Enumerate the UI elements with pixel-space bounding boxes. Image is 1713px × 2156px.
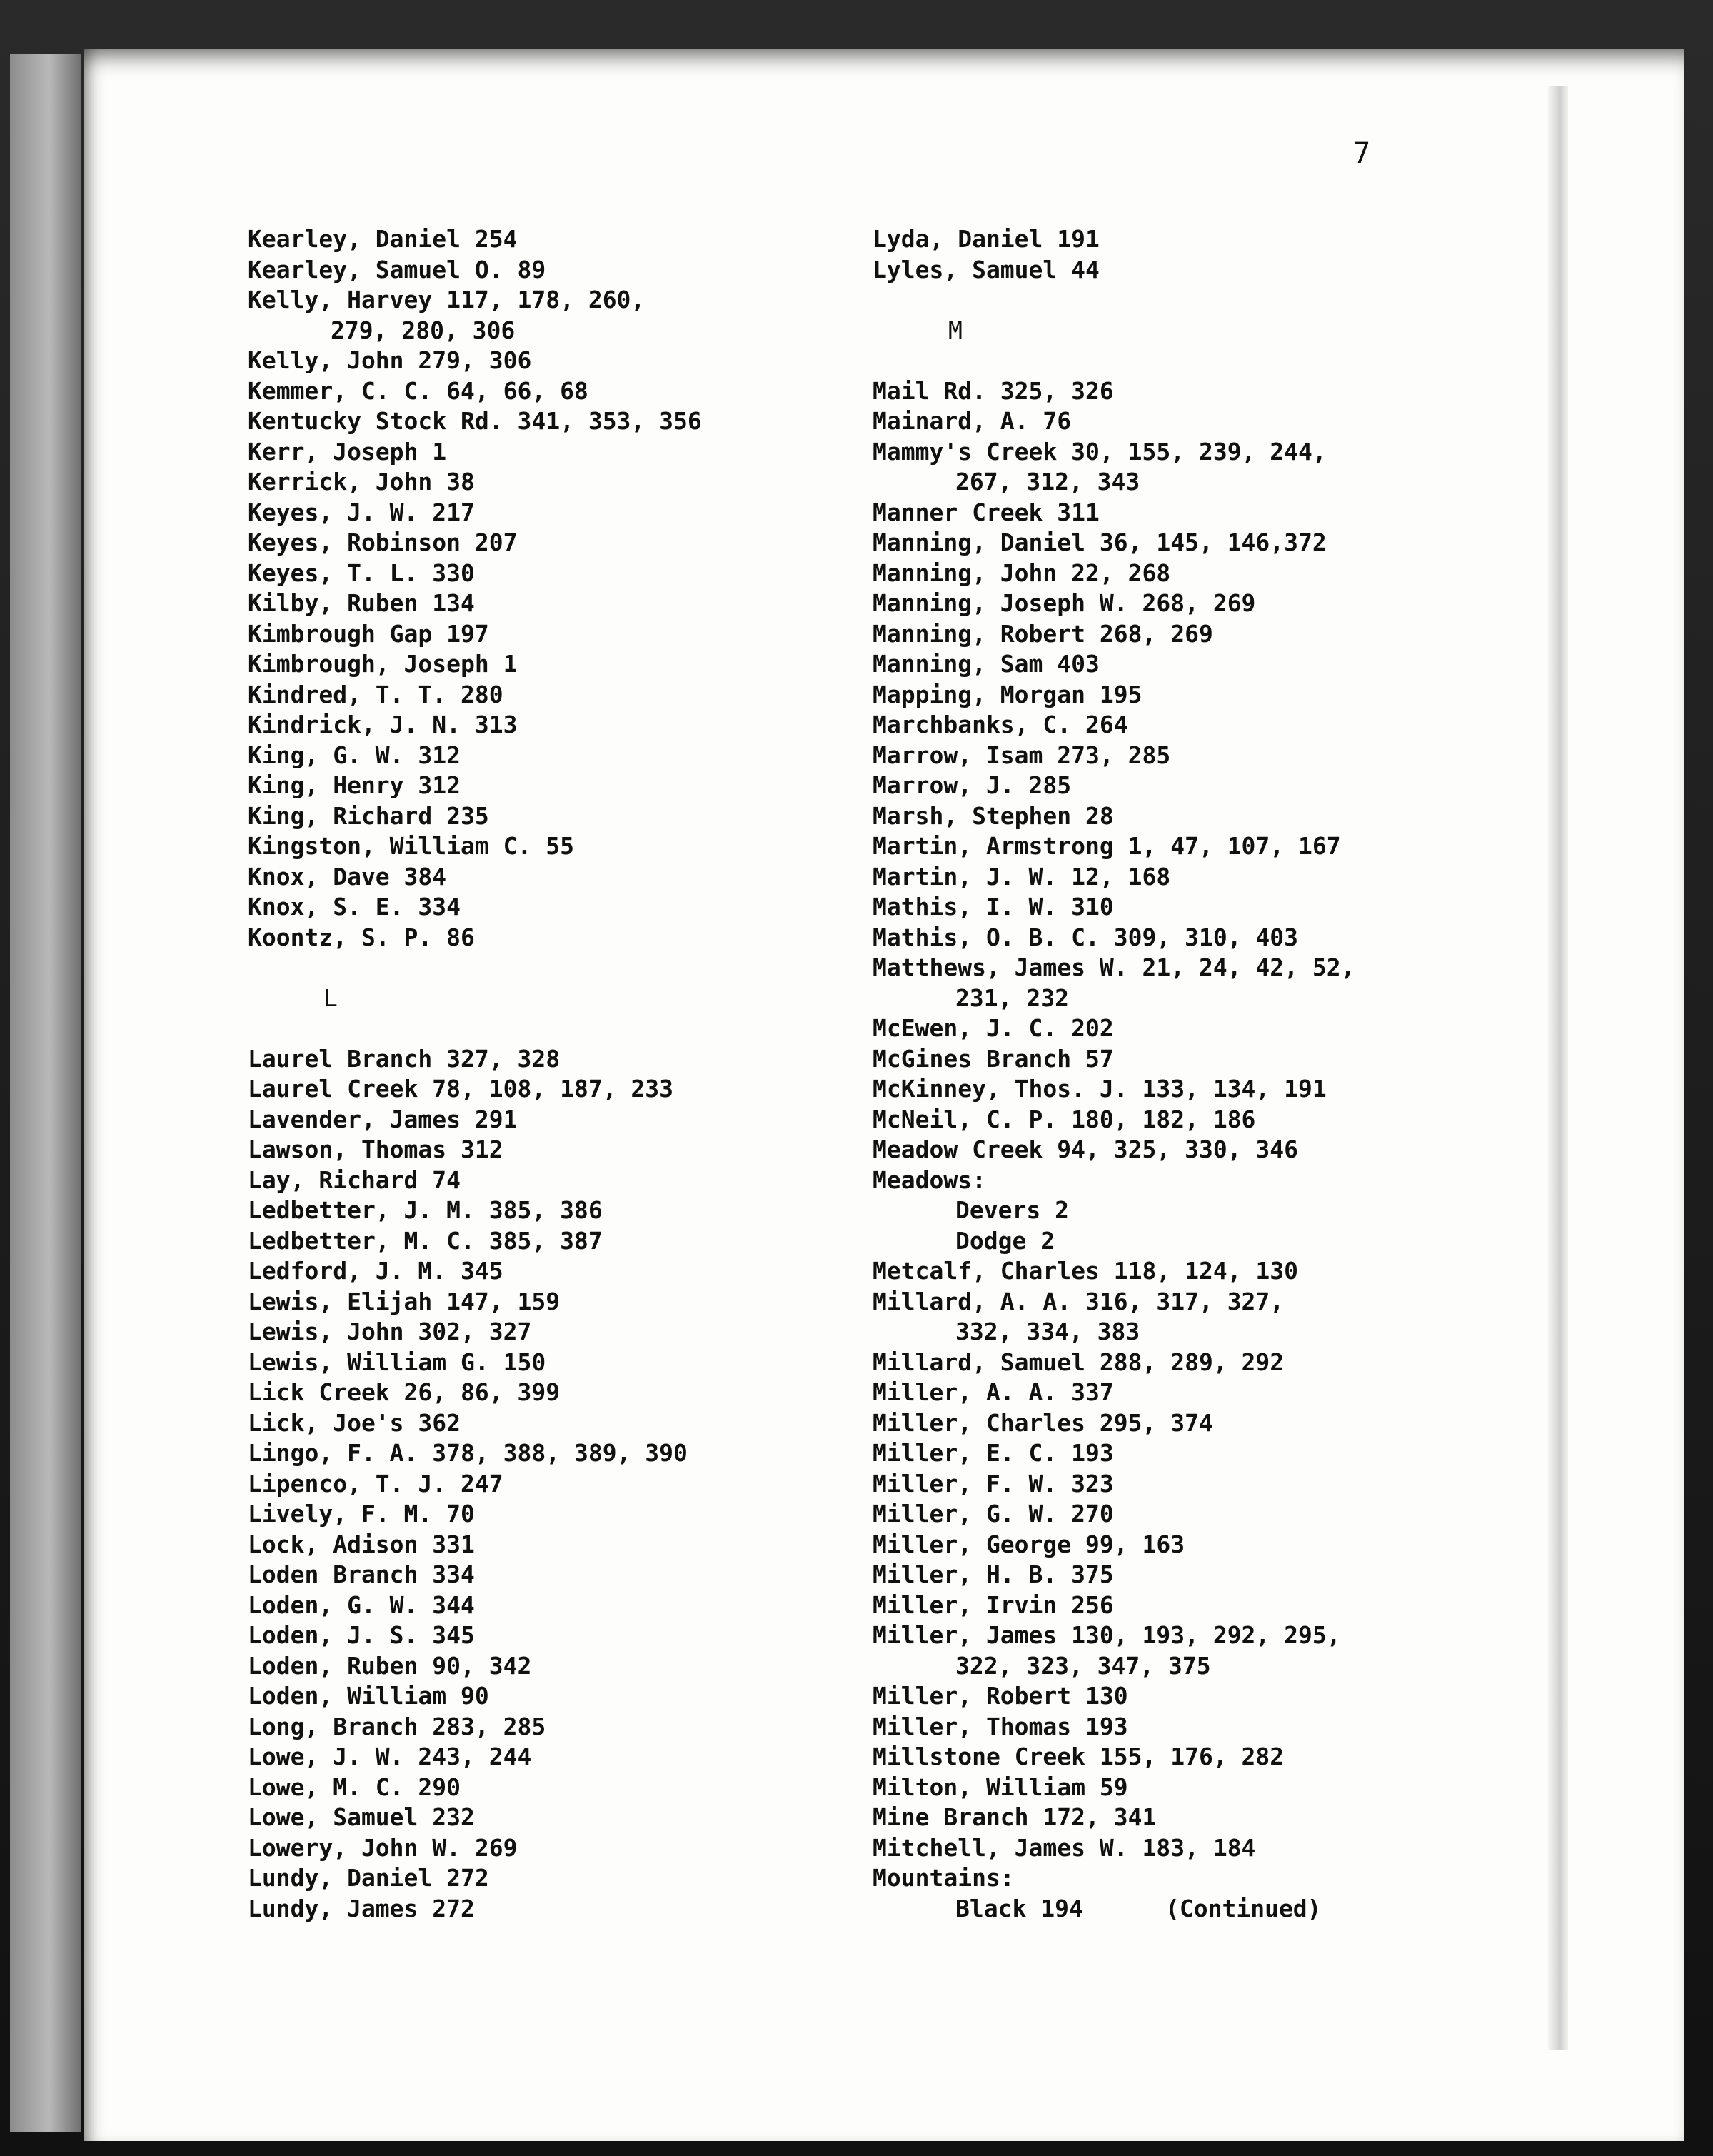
index-entry: Mitchell, James W. 183, 184 (873, 1833, 1256, 1862)
index-entry: Koontz, S. P. 86 (248, 923, 475, 951)
index-entry: Ledbetter, M. C. 385, 387 (248, 1226, 603, 1255)
index-entry: McGines Branch 57 (873, 1044, 1114, 1073)
index-entry: Miller, A. A. 337 (873, 1378, 1114, 1406)
index-entry: Mammy's Creek 30, 155, 239, 244, (873, 437, 1327, 466)
index-entry: Kearley, Samuel O. 89 (248, 255, 546, 284)
index-entry: Lively, F. M. 70 (248, 1500, 475, 1528)
index-entry: Kentucky Stock Rd. 341, 353, 356 (248, 407, 702, 435)
index-entry: Milton, William 59 (873, 1773, 1128, 1801)
index-entry-continuation: 332, 334, 383 (955, 1318, 1140, 1345)
index-entry: Knox, Dave 384 (248, 862, 447, 891)
index-entry: King, Henry 312 (248, 771, 461, 799)
index-entry: McNeil, C. P. 180, 182, 186 (873, 1105, 1256, 1133)
index-entry: Loden, J. S. 345 (248, 1621, 475, 1649)
index-entry: McEwen, J. C. 202 (873, 1014, 1114, 1042)
index-entry: Kilby, Ruben 134 (248, 589, 475, 617)
blank-line (873, 346, 1355, 376)
index-entry: Loden, G. W. 344 (248, 1590, 475, 1619)
index-column-left (248, 224, 702, 1924)
index-entry: Laurel Branch 327, 328 (248, 1044, 561, 1073)
index-entry: Matthews, James W. 21, 24, 42, 52, (873, 953, 1355, 981)
index-entry: Lewis, John 302, 327 (248, 1318, 532, 1345)
continued-label: (Continued) (1165, 1894, 1322, 1922)
index-entry: Lundy, James 272 (248, 1894, 475, 1922)
index-entry-continuation: 322, 323, 347, 375 (955, 1651, 1211, 1680)
index-entry: Manning, Robert 268, 269 (873, 619, 1213, 648)
index-entry: Kindred, T. T. 280 (248, 680, 503, 708)
index-entry: Manning, John 22, 268 (873, 558, 1171, 587)
index-entry: Mine Branch 172, 341 (873, 1803, 1157, 1831)
index-entry: Mountains: (873, 1864, 1015, 1892)
index-entry: Loden, William 90 (248, 1682, 489, 1710)
index-entry: Kimbrough Gap 197 (248, 619, 489, 648)
index-entry: Kimbrough, Joseph 1 (248, 650, 518, 678)
index-entry: Miller, Robert 130 (873, 1682, 1128, 1710)
index-entry: Ledford, J. M. 345 (248, 1257, 503, 1285)
index-entry: Lyda, Daniel 191 (873, 225, 1100, 253)
index-entry: Mathis, I. W. 310 (873, 893, 1114, 921)
index-entry: Lock, Adison 331 (248, 1530, 475, 1558)
index-entry: Marsh, Stephen 28 (873, 801, 1114, 830)
index-entry: King, Richard 235 (248, 801, 489, 830)
index-entry: Marchbanks, C. 264 (873, 711, 1128, 738)
index-entry: Mathis, O. B. C. 309, 310, 403 (873, 923, 1299, 951)
index-entry: McKinney, Thos. J. 133, 134, 191 (873, 1075, 1327, 1103)
index-entry: Lowery, John W. 269 (248, 1833, 518, 1862)
index-entry: Miller, George 99, 163 (873, 1530, 1185, 1558)
index-entry: Knox, S. E. 334 (248, 893, 461, 921)
index-entry: Loden Branch 334 (248, 1560, 475, 1588)
index-entry: Miller, F. W. 323 (873, 1469, 1114, 1498)
index-entry: Lowe, J. W. 243, 244 (248, 1743, 532, 1770)
index-entry: Keyes, J. W. 217 (248, 498, 475, 526)
index-entry: Miller, G. W. 270 (873, 1500, 1114, 1528)
index-entry: Long, Branch 283, 285 (248, 1712, 546, 1740)
index-entry: Ledbetter, J. M. 385, 386 (248, 1196, 603, 1224)
index-entry-continuation: 231, 232 (955, 983, 1069, 1012)
index-entry: Lyles, Samuel 44 (873, 255, 1100, 284)
page-fold-edge (1548, 86, 1568, 2050)
index-entry: Lipenco, T. J. 247 (248, 1469, 503, 1498)
index-entry: Millard, A. A. 316, 317, 327, (873, 1287, 1285, 1315)
index-entry: Lick Creek 26, 86, 399 (248, 1378, 561, 1406)
index-entry: Lingo, F. A. 378, 388, 389, 390 (248, 1439, 688, 1467)
index-entry: Lewis, William G. 150 (248, 1348, 546, 1376)
index-entry-continuation: Black 194 (Continued) (873, 1894, 1355, 1925)
index-entry: Miller, James 130, 193, 292, 295, (873, 1621, 1341, 1649)
index-entry: Manner Creek 311 (873, 498, 1100, 526)
index-entry: Loden, Ruben 90, 342 (248, 1651, 532, 1680)
index-entry: Keyes, T. L. 330 (248, 558, 475, 587)
index-entry: Miller, Irvin 256 (873, 1590, 1114, 1619)
index-entry: Kearley, Daniel 254 (248, 225, 518, 253)
index-entry: Manning, Sam 403 (873, 650, 1100, 678)
index-entry: Lavender, James 291 (248, 1105, 518, 1133)
index-entry: Martin, Armstrong 1, 47, 107, 167 (873, 832, 1341, 860)
index-entry: Marrow, J. 285 (873, 771, 1072, 799)
index-entry: Miller, Charles 295, 374 (873, 1408, 1213, 1437)
blank-line (248, 1013, 702, 1044)
index-entry: Kelly, John 279, 306 (248, 346, 532, 374)
scan-left-margin (10, 54, 81, 2132)
index-entry: Lay, Richard 74 (248, 1165, 461, 1194)
index-entry: Kerr, Joseph 1 (248, 437, 447, 466)
index-entry: Lowe, Samuel 232 (248, 1803, 475, 1831)
section-heading: M (948, 316, 963, 344)
index-entry: Keyes, Robinson 207 (248, 528, 518, 556)
index-entry-continuation: Devers 2 (955, 1196, 1069, 1224)
index-entry: Kelly, Harvey 117, 178, 260, (248, 286, 645, 314)
index-entry: Miller, E. C. 193 (873, 1439, 1114, 1467)
index-entry: Miller, Thomas 193 (873, 1712, 1128, 1740)
index-entry: Manning, Joseph W. 268, 269 (873, 589, 1256, 617)
index-entry: Mail Rd. 325, 326 (873, 376, 1114, 405)
index-entry: Mapping, Morgan 195 (873, 680, 1142, 708)
index-entry: Lewis, Elijah 147, 159 (248, 1287, 561, 1315)
blank-line (248, 953, 702, 983)
index-entry: Kingston, William C. 55 (248, 832, 574, 860)
index-entry: King, G. W. 312 (248, 741, 461, 769)
index-entry: Millstone Creek 155, 176, 282 (873, 1743, 1285, 1770)
index-entry: Marrow, Isam 273, 285 (873, 741, 1171, 769)
index-entry: Meadows: (873, 1165, 986, 1194)
index-entry: Laurel Creek 78, 108, 187, 233 (248, 1075, 674, 1103)
index-entry: Lick, Joe's 362 (248, 1408, 461, 1437)
index-entry: Lowe, M. C. 290 (248, 1773, 461, 1801)
section-heading: L (323, 983, 338, 1012)
index-entry: Metcalf, Charles 118, 124, 130 (873, 1257, 1299, 1285)
index-entry-continuation: 279, 280, 306 (331, 316, 516, 344)
index-column-right (873, 224, 1355, 1924)
blank-line (873, 285, 1355, 316)
index-entry: Martin, J. W. 12, 168 (873, 862, 1171, 891)
index-entry: Meadow Creek 94, 325, 330, 346 (873, 1135, 1299, 1163)
index-entry: Millard, Samuel 288, 289, 292 (873, 1348, 1285, 1376)
index-entry: Kemmer, C. C. 64, 66, 68 (248, 376, 588, 405)
index-entry-continuation: 267, 312, 343 (955, 468, 1140, 496)
index-entry: Kindrick, J. N. 313 (248, 711, 518, 738)
index-entry: Lundy, Daniel 272 (248, 1864, 489, 1892)
index-entry: Lawson, Thomas 312 (248, 1135, 503, 1163)
index-entry: Kerrick, John 38 (248, 468, 475, 496)
page-number: 7 (1353, 137, 1371, 170)
index-entry: Mainard, A. 76 (873, 407, 1072, 435)
index-entry: Miller, H. B. 375 (873, 1560, 1114, 1588)
index-entry: Manning, Daniel 36, 145, 146,372 (873, 528, 1327, 556)
index-entry-continuation: Dodge 2 (955, 1226, 1055, 1255)
